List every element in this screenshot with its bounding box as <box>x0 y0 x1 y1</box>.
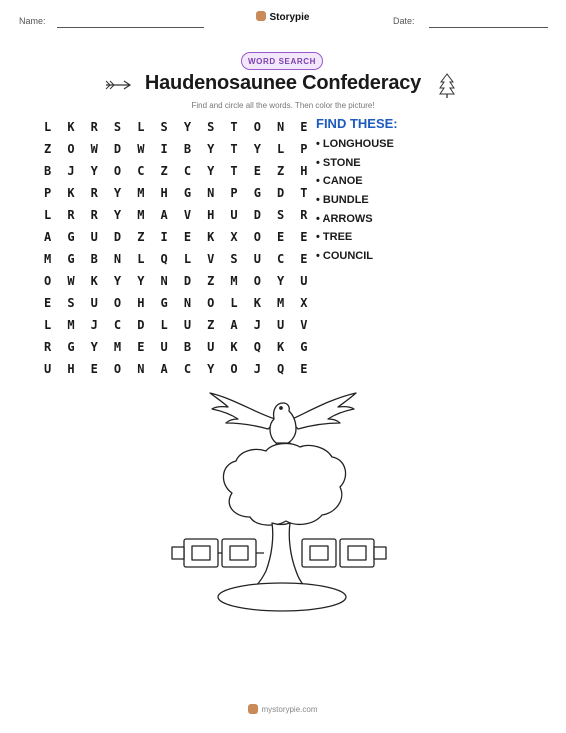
grid-letter[interactable]: J <box>253 318 261 332</box>
grid-letter[interactable]: B <box>44 164 52 178</box>
grid-letter[interactable]: S <box>277 208 285 222</box>
grid-letter[interactable]: M <box>113 340 122 354</box>
grid-letter[interactable]: A <box>160 362 168 376</box>
grid-letter[interactable]: H <box>207 208 215 222</box>
bullet-icon: • <box>316 231 323 244</box>
grid-letter[interactable]: G <box>67 252 75 266</box>
grid-letter[interactable]: L <box>44 208 52 222</box>
grid-letter[interactable]: H <box>300 164 308 178</box>
grid-letter[interactable]: O <box>207 296 215 310</box>
page-title: Haudenosaunee Confederacy <box>144 72 422 94</box>
grid-letter[interactable]: Y <box>137 274 145 288</box>
grid-row <box>36 292 316 314</box>
word-list-item <box>316 175 398 194</box>
grid-letter[interactable]: E <box>44 296 52 310</box>
grid-letter[interactable]: M <box>137 208 145 222</box>
grid-letter[interactable]: H <box>160 186 168 200</box>
grid-letter[interactable]: E <box>90 362 98 376</box>
grid-letter[interactable]: P <box>300 142 308 156</box>
name-field[interactable] <box>57 27 204 28</box>
grid-letter[interactable]: G <box>300 340 308 354</box>
bullet-icon: • <box>316 138 323 150</box>
grid-letter[interactable]: N <box>183 296 192 310</box>
grid-letter[interactable]: Y <box>207 142 215 156</box>
grid-letter[interactable]: U <box>253 252 261 266</box>
grid-letter[interactable]: Q <box>253 340 261 354</box>
grid-letter[interactable]: V <box>183 208 192 222</box>
grid-letter[interactable]: S <box>67 296 75 310</box>
grid-letter[interactable]: O <box>113 164 122 178</box>
header-bar <box>0 10 566 32</box>
grid-letter[interactable]: M <box>230 274 238 288</box>
grid-letter[interactable]: S <box>113 120 122 134</box>
grid-letter[interactable]: L <box>44 318 52 332</box>
grid-letter[interactable]: D <box>253 208 261 222</box>
grid-letter[interactable]: C <box>183 362 192 376</box>
grid-letter[interactable]: O <box>253 274 261 288</box>
grid-letter[interactable]: U <box>277 318 285 332</box>
grid-letter[interactable]: Y <box>90 340 98 354</box>
grid-letter[interactable]: S <box>230 252 238 266</box>
grid-letter[interactable]: G <box>183 186 192 200</box>
word-list-items <box>316 138 398 269</box>
grid-letter[interactable]: L <box>44 120 52 134</box>
footer <box>0 704 566 714</box>
grid-letter[interactable]: C <box>277 252 285 266</box>
grid-letter[interactable]: C <box>137 164 145 178</box>
grid-letter[interactable]: B <box>90 252 98 266</box>
grid-letter[interactable]: R <box>300 208 308 222</box>
word-list <box>316 116 398 269</box>
brand-name: Storypie <box>269 12 310 23</box>
grid-row <box>36 314 316 336</box>
grid-letter[interactable]: K <box>277 340 285 354</box>
grid-letter[interactable]: E <box>137 340 145 354</box>
grid-letter[interactable]: U <box>90 230 98 244</box>
grid-letter[interactable]: X <box>300 296 308 310</box>
word-list-item <box>316 250 398 269</box>
grid-letter[interactable]: L <box>183 252 192 266</box>
grid-row <box>36 248 316 270</box>
word-list-item <box>316 157 398 176</box>
grid-letter[interactable]: M <box>67 318 75 332</box>
grid-letter[interactable]: L <box>230 296 238 310</box>
grid-letter[interactable]: E <box>253 164 261 178</box>
grid-letter[interactable]: W <box>67 274 75 288</box>
grid-letter[interactable]: U <box>90 296 98 310</box>
grid-letter[interactable]: K <box>90 274 98 288</box>
grid-letter[interactable]: H <box>137 296 145 310</box>
grid-letter[interactable]: M <box>277 296 285 310</box>
grid-letter[interactable]: U <box>183 318 192 332</box>
grid-letter[interactable]: P <box>230 186 238 200</box>
grid-row <box>36 182 316 204</box>
grid-letter[interactable]: U <box>160 340 168 354</box>
grid-row <box>36 204 316 226</box>
grid-letter[interactable]: A <box>160 208 168 222</box>
word-list-item <box>316 194 398 213</box>
grid-letter[interactable]: J <box>67 164 75 178</box>
brand-logo <box>0 11 566 23</box>
word-list-item <box>316 231 398 250</box>
word-text: STONE <box>322 156 361 169</box>
grid-letter[interactable]: Z <box>207 274 215 288</box>
grid-letter[interactable]: G <box>253 186 261 200</box>
grid-letter[interactable]: X <box>230 230 238 244</box>
grid-letter[interactable]: Y <box>253 142 261 156</box>
grid-letter[interactable]: S <box>207 120 215 134</box>
grid-letter[interactable]: A <box>230 318 238 332</box>
grid-letter[interactable]: V <box>207 252 215 266</box>
grid-letter[interactable]: O <box>253 230 261 244</box>
grid-letter[interactable]: H <box>67 362 75 376</box>
grid-letter[interactable]: P <box>44 186 52 200</box>
grid-letter[interactable]: N <box>160 274 168 288</box>
bullet-icon: • <box>316 212 323 225</box>
grid-letter[interactable]: O <box>230 362 238 376</box>
name-label: Name: <box>19 16 46 26</box>
grid-letter[interactable]: R <box>90 208 98 222</box>
word-text: ARROWS <box>322 212 373 225</box>
grid-letter[interactable]: N <box>207 186 215 200</box>
grid-letter[interactable]: E <box>300 362 308 376</box>
grid-letter[interactable]: Y <box>277 274 285 288</box>
grid-letter[interactable]: Y <box>183 120 192 134</box>
grid-letter[interactable]: A <box>44 230 52 244</box>
storypie-logo-icon <box>256 11 266 21</box>
grid-letter[interactable]: N <box>137 362 145 376</box>
grid-letter[interactable]: Q <box>160 252 168 266</box>
grid-letter[interactable]: L <box>137 252 145 266</box>
grid-letter[interactable]: U <box>230 208 238 222</box>
grid-letter[interactable]: O <box>253 120 261 134</box>
eagle-tree-wampum-illustration <box>150 385 410 620</box>
grid-letter[interactable]: T <box>230 142 238 156</box>
grid-letter[interactable]: W <box>90 142 98 156</box>
grid-row <box>36 336 316 358</box>
grid-letter[interactable]: J <box>90 318 98 332</box>
word-list-heading: FIND THESE: <box>316 116 398 131</box>
grid-letter[interactable]: R <box>67 208 75 222</box>
grid-row <box>36 226 316 248</box>
grid-letter[interactable]: Y <box>113 186 122 200</box>
word-list-item <box>316 138 398 157</box>
word-search-badge: WORD SEARCH <box>241 52 323 70</box>
pine-tree-icon <box>439 73 455 99</box>
bullet-icon: • <box>316 175 323 188</box>
grid-letter[interactable]: E <box>300 230 308 244</box>
grid-letter[interactable]: B <box>183 340 192 354</box>
grid-letter[interactable]: D <box>113 230 122 244</box>
grid-letter[interactable]: V <box>300 318 308 332</box>
word-text: COUNCIL <box>322 250 374 263</box>
bullet-icon: • <box>316 194 323 207</box>
footer-url[interactable]: mystorypie.com <box>261 705 318 714</box>
grid-letter[interactable]: Z <box>277 164 285 178</box>
grid-letter[interactable]: R <box>90 186 98 200</box>
grid-letter[interactable]: K <box>67 186 75 200</box>
grid-letter[interactable]: D <box>137 318 145 332</box>
grid-letter[interactable]: C <box>183 164 192 178</box>
grid-letter[interactable]: L <box>160 318 168 332</box>
word-text: BUNDLE <box>322 194 369 207</box>
grid-letter[interactable]: Z <box>44 142 52 156</box>
grid-row <box>36 358 316 380</box>
grid-letter[interactable]: O <box>67 142 75 156</box>
grid-letter[interactable]: D <box>113 142 122 156</box>
grid-letter[interactable]: G <box>67 230 75 244</box>
grid-letter[interactable]: T <box>230 120 238 134</box>
grid-letter[interactable]: K <box>253 296 261 310</box>
grid-letter[interactable]: Z <box>207 318 215 332</box>
word-text: TREE <box>322 231 353 244</box>
grid-letter[interactable]: Y <box>113 208 122 222</box>
grid-letter[interactable]: I <box>160 142 168 156</box>
grid-letter[interactable]: L <box>137 120 145 134</box>
date-field[interactable] <box>429 27 548 28</box>
grid-letter[interactable]: O <box>44 274 52 288</box>
word-list-item <box>316 213 398 232</box>
grid-letter[interactable]: I <box>160 230 168 244</box>
grid-letter[interactable]: D <box>183 274 192 288</box>
grid-letter[interactable]: S <box>160 120 168 134</box>
grid-row <box>36 160 316 182</box>
grid-letter[interactable]: O <box>113 296 122 310</box>
grid-letter[interactable]: L <box>277 142 285 156</box>
storypie-logo-icon <box>248 704 258 714</box>
grid-letter[interactable]: Z <box>137 230 145 244</box>
grid-letter[interactable]: N <box>277 120 285 134</box>
grid-letter[interactable]: E <box>183 230 192 244</box>
grid-letter[interactable]: E <box>300 120 308 134</box>
grid-letter[interactable]: Y <box>207 164 215 178</box>
grid-letter[interactable]: Y <box>90 164 98 178</box>
grid-letter[interactable]: J <box>253 362 261 376</box>
grid-letter[interactable]: E <box>277 230 285 244</box>
grid-letter[interactable]: O <box>113 362 122 376</box>
grid-letter[interactable]: U <box>207 340 215 354</box>
grid-letter[interactable]: K <box>230 340 238 354</box>
grid-row <box>36 270 316 292</box>
grid-letter[interactable]: M <box>137 186 145 200</box>
grid-letter[interactable]: D <box>277 186 285 200</box>
bullet-icon: • <box>316 156 323 169</box>
grid-letter[interactable]: R <box>44 340 52 354</box>
letter-grid <box>36 116 316 380</box>
grid-letter[interactable]: R <box>90 120 98 134</box>
grid-letter[interactable]: Q <box>277 362 285 376</box>
grid-letter[interactable]: T <box>230 164 238 178</box>
grid-letter[interactable]: M <box>44 252 52 266</box>
word-text: CANOE <box>322 175 363 188</box>
grid-letter[interactable]: Y <box>113 274 122 288</box>
grid-letter[interactable]: Y <box>207 362 215 376</box>
date-label: Date: <box>393 16 415 26</box>
grid-letter[interactable]: W <box>137 142 145 156</box>
grid-letter[interactable]: B <box>183 142 192 156</box>
grid-row <box>36 138 316 160</box>
grid-letter[interactable]: E <box>300 252 308 266</box>
grid-letter[interactable]: Z <box>160 164 168 178</box>
grid-row <box>36 116 316 138</box>
grid-letter[interactable]: U <box>300 274 308 288</box>
grid-letter[interactable]: K <box>67 120 75 134</box>
grid-letter[interactable]: U <box>44 362 52 376</box>
grid-letter[interactable]: G <box>160 296 168 310</box>
grid-letter[interactable]: N <box>113 252 122 266</box>
grid-letter[interactable]: G <box>67 340 75 354</box>
grid-letter[interactable]: T <box>300 186 308 200</box>
word-text: LONGHOUSE <box>322 138 394 150</box>
instructions: Find and circle all the words. Then color the picture! <box>191 101 375 110</box>
grid-letter[interactable]: C <box>113 318 122 332</box>
grid-letter[interactable]: K <box>207 230 215 244</box>
bullet-icon: • <box>316 250 323 263</box>
